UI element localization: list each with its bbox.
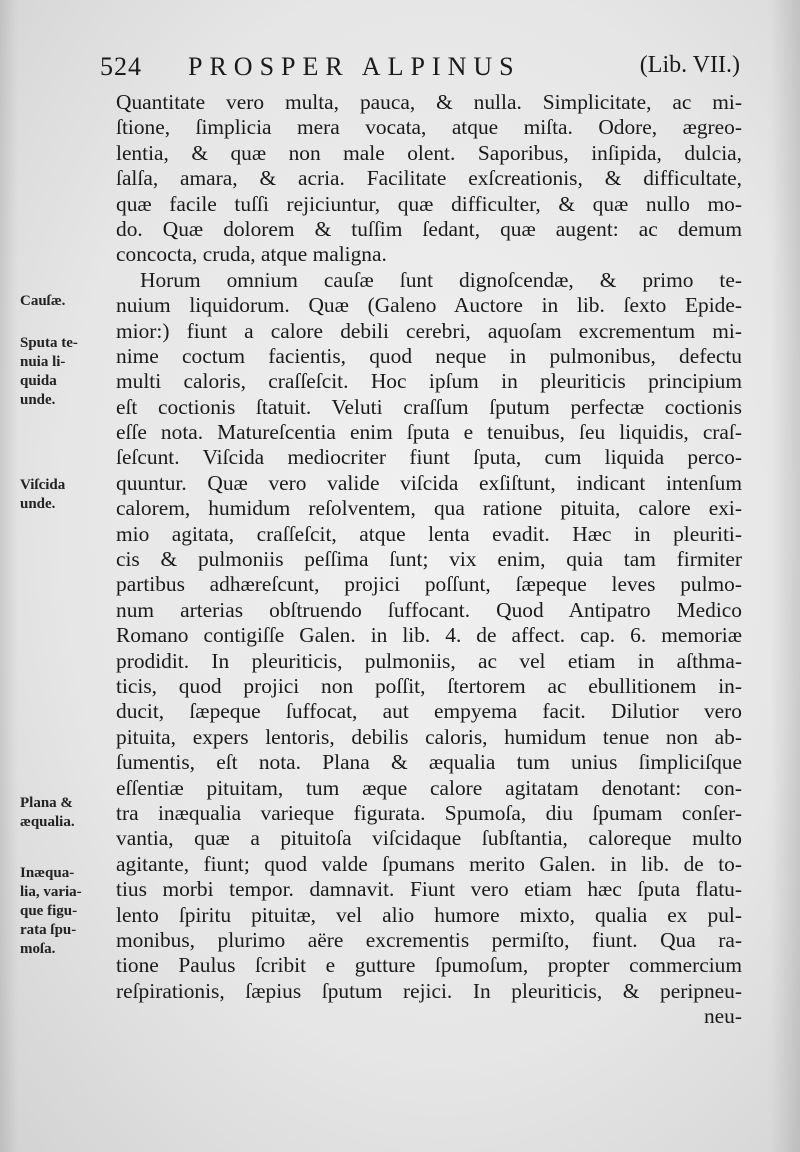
text-line: eſt coctionis ſtatuit. Veluti craſſum ſputum perfectæ coctionis [116, 394, 742, 419]
margin-note-inaequalia [20, 864, 110, 959]
margin-note-line: æqualia. [20, 814, 75, 830]
margin-note-line: rata ſpu- [20, 922, 77, 938]
text-line: Romano contigiſſe Galen. in lib. 4. de affect. cap. 6. memoriæ [116, 623, 742, 648]
page-number: 524 [100, 52, 142, 81]
margin-note-line: moſa. [20, 941, 56, 957]
main-text [116, 90, 742, 1029]
margin-note-viscida [20, 476, 110, 514]
text-line: Quantitate vero multa, pauca, & nulla. Simplicitate, ac mi- [116, 90, 742, 114]
margin-note-line: quida [20, 373, 57, 389]
catchword: neu- [703, 1004, 742, 1029]
text-line: tione Paulus ſcribit e gutture ſpumoſum, propter commercium [116, 953, 742, 978]
text-line: lento ſpiritu pituitæ, vel alio humore mixto, qualia ex pul- [116, 902, 742, 927]
text-line: agitante, fiunt; quod valde ſpumans merito Galen. in lib. de to- [116, 851, 742, 876]
page-edge-shadow [770, 0, 800, 1152]
text-line: vantia, quæ a pituitoſa viſcidaque ſubſtantia, caloreque multo [116, 826, 742, 851]
margin-note-line: que figu- [20, 903, 78, 919]
text-line: monibus, plurimo aëre excrementis permiſto, fiunt. Qua ra- [116, 927, 742, 952]
text-line: quæ facile tuſſi rejiciuntur, quæ difficulter, & quæ nullo mo- [116, 191, 742, 216]
margin-note-line: Cauſæ. [20, 293, 66, 309]
text-line: mior:) fiunt a calore debili cerebri, aquoſam excrementum mi- [116, 318, 742, 343]
text-line: tius morbi tempor. damnavit. Fiunt vero etiam hæc ſputa flatu- [116, 877, 742, 902]
text-line: eſſentiæ pituitam, tum æque calore agitatam denotant: con- [116, 775, 742, 800]
text-line: ſeſcunt. Viſcida mediocriter fiunt ſputa, cum liquida perco- [116, 445, 742, 470]
text-line: ticis, quod projici non poſſit, ſtertorem ac ebullitionem in- [116, 673, 742, 698]
margin-note-line: unde. [20, 392, 56, 408]
text-line: ſalſa, amara, & acria. Facilitate exſcreationis, & difficultate, [116, 166, 742, 191]
margin-note-line: nuia li- [20, 354, 66, 370]
book-number: (Lib. VII.) [639, 52, 740, 78]
text-line: do. Quæ dolorem & tuſſim ſedant, quæ augent: ac demum [116, 216, 742, 241]
text-line: mio agitata, craſſeſcit, atque lenta evadit. Hæc in pleuriti- [116, 521, 742, 546]
text-line: num arterias obſtruendo ſuffocant. Quod Antipatro Medico [116, 597, 742, 622]
running-title: PROSPER ALPINUS [188, 52, 521, 81]
margin-note-line: Sputa te- [20, 335, 78, 351]
margin-note-sputa-tenuia [20, 334, 110, 410]
text-line: prodidit. In pleuriticis, pulmoniis, ac vel etiam in aſthma- [116, 648, 742, 673]
text-line: lentia, & quæ non male olent. Saporibus, inſipida, dulcia, [116, 140, 742, 165]
text-line: multi caloris, craſſeſcit. Hoc ipſum in pleuriticis principium [116, 369, 742, 394]
text-line: quuntur. Quæ vero valide viſcida exſiſtunt, indicant intenſum [116, 470, 742, 495]
text-line: calorem, humidum reſolventem, qua ratione pituita, calore exi- [116, 496, 742, 521]
margin-note-line: unde. [20, 496, 56, 512]
text-line: Horum omnium cauſæ ſunt dignoſcendæ, & primo te- [140, 267, 742, 292]
text-line: partibus adhæreſcunt, projici poſſunt, ſæpeque leves pulmo- [116, 572, 742, 597]
text-line: nime coctum facientis, quod neque in pulmonibus, defectu [116, 343, 742, 368]
text-line: eſſe nota. Matureſcentia enim ſputa e tenuibus, ſeu liquidis, craſ- [116, 420, 742, 445]
text-line: ducit, ſæpeque ſuffocat, aut empyema facit. Dilutior vero [116, 699, 742, 724]
text-line: concocta, cruda, atque maligna. [116, 242, 387, 267]
margin-note-plana [20, 794, 110, 832]
text-line: cis & pulmoniis peſſima ſunt; vix enim, quia tam firmiter [116, 547, 742, 572]
margin-note-line: Viſcida [20, 477, 66, 493]
page-header [100, 52, 740, 92]
text-line: tra inæqualia varieque figurata. Spumoſa, diu ſpumam conſer- [116, 800, 742, 825]
margin-note-line: lia, varia- [20, 884, 82, 900]
text-line: pituita, expers lentoris, debilis caloris, humidum tenue non ab- [116, 724, 742, 749]
margin-note-line: Plana & [20, 795, 73, 811]
text-line: reſpirationis, ſæpius ſputum rejici. In pleuriticis, & peripneu- [116, 978, 742, 1003]
text-line: ſtione, ſimplicia mera vocata, atque miſta. Odore, ægreo- [116, 115, 742, 140]
margin-note-causae [20, 292, 110, 311]
text-line: ſumentis, eſt nota. Plana & æqualia tum unius ſimpliciſque [116, 750, 742, 775]
text-line: nuium liquidorum. Quæ (Galeno Auctore in lib. ſexto Epide- [116, 293, 742, 318]
margin-note-line: Inæqua- [20, 865, 75, 881]
gutter-shadow [0, 0, 18, 1152]
